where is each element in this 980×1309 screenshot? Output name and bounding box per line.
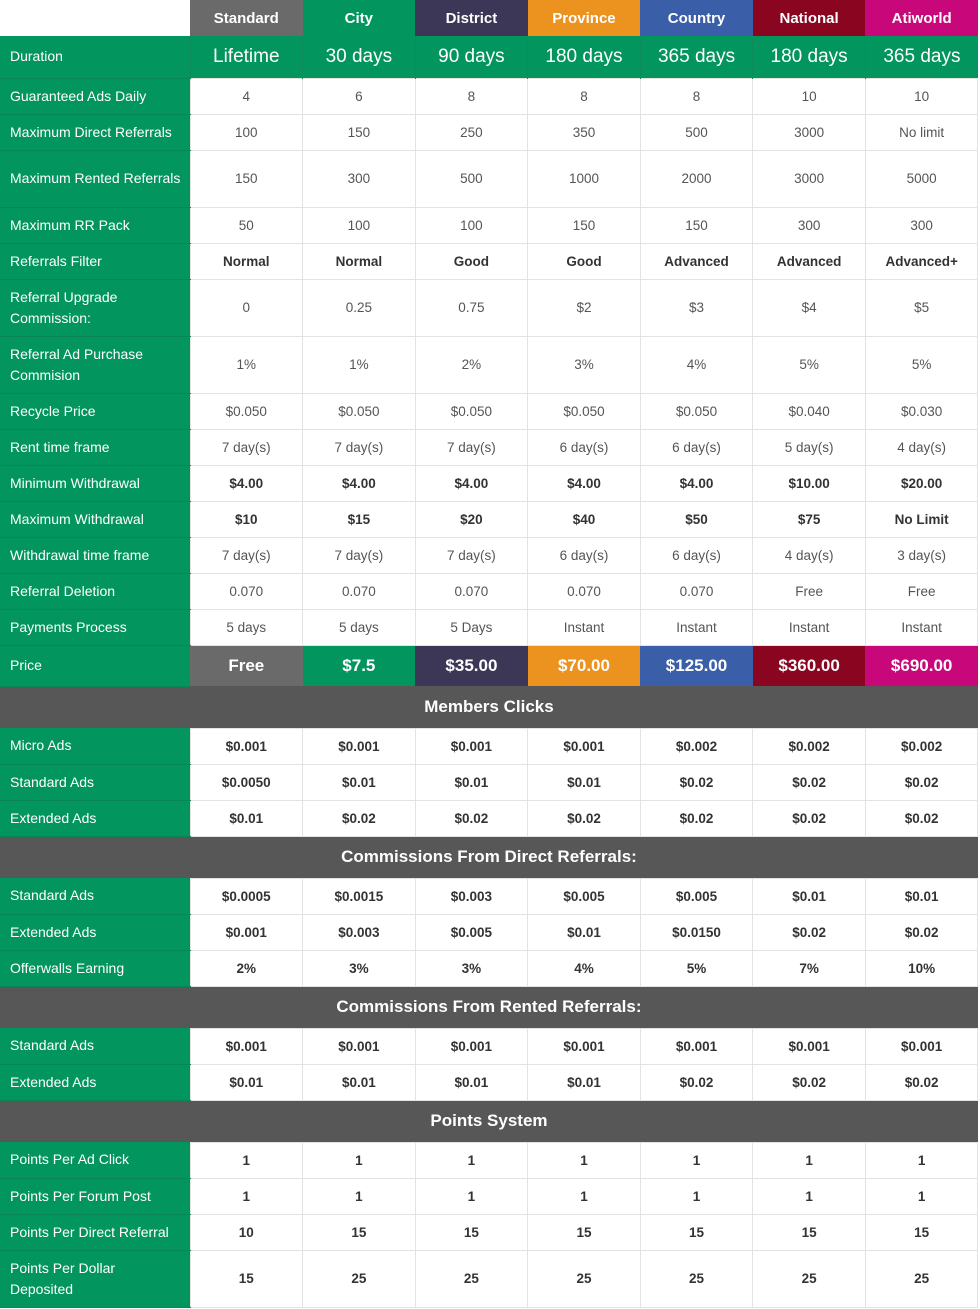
- value-cell: $0.001: [415, 728, 528, 764]
- value-cell: 10: [190, 1214, 303, 1250]
- value-cell: 5 Days: [415, 609, 528, 645]
- value-cell: 1: [528, 1178, 641, 1214]
- value-cell: $20.00: [865, 465, 978, 501]
- duration-cell: 30 days: [303, 36, 416, 78]
- row-payments-process: [0, 609, 978, 645]
- price-row: [0, 645, 978, 686]
- row-label: Recycle Price: [0, 393, 190, 429]
- value-cell: $0.01: [190, 800, 303, 836]
- row-rent-time-frame: [0, 429, 978, 465]
- section-header-row: [0, 986, 978, 1028]
- value-cell: Instant: [640, 609, 753, 645]
- row-label: Payments Process: [0, 609, 190, 645]
- row-maximum-direct-referrals: [0, 114, 978, 150]
- value-cell: 3000: [753, 114, 866, 150]
- row-points-per-ad-click: [0, 1142, 978, 1178]
- value-cell: 300: [303, 150, 416, 207]
- section-title: Commissions From Direct Referrals:: [0, 836, 978, 878]
- price-cell: $125.00: [640, 645, 753, 686]
- value-cell: $4.00: [528, 465, 641, 501]
- value-cell: Normal: [303, 243, 416, 279]
- value-cell: 1: [865, 1142, 978, 1178]
- value-cell: 1%: [303, 336, 416, 393]
- value-cell: 1: [528, 1142, 641, 1178]
- row-offerwalls-earning: [0, 950, 978, 986]
- value-cell: $0.01: [528, 764, 641, 800]
- value-cell: Advanced: [753, 243, 866, 279]
- value-cell: $0.02: [865, 914, 978, 950]
- value-cell: $5: [865, 279, 978, 336]
- value-cell: $0.005: [415, 914, 528, 950]
- value-cell: Good: [415, 243, 528, 279]
- value-cell: 1: [753, 1178, 866, 1214]
- plan-header-country: Country: [640, 0, 753, 36]
- value-cell: $50: [640, 501, 753, 537]
- row-guaranteed-ads-daily: [0, 78, 978, 114]
- value-cell: 3 day(s): [865, 537, 978, 573]
- value-cell: $0.02: [415, 800, 528, 836]
- row-label: Referrals Filter: [0, 243, 190, 279]
- value-cell: $0.001: [415, 1028, 528, 1064]
- row-referral-upgrade-commission: [0, 279, 978, 336]
- value-cell: 15: [865, 1214, 978, 1250]
- row-label: Guaranteed Ads Daily: [0, 78, 190, 114]
- value-cell: $0.001: [190, 914, 303, 950]
- value-cell: 15: [415, 1214, 528, 1250]
- duration-cell: 365 days: [640, 36, 753, 78]
- value-cell: 300: [865, 207, 978, 243]
- value-cell: 7 day(s): [415, 537, 528, 573]
- value-cell: 15: [753, 1214, 866, 1250]
- value-cell: 0.070: [415, 573, 528, 609]
- row-points-per-forum-post: [0, 1178, 978, 1214]
- value-cell: 2%: [415, 336, 528, 393]
- value-cell: 25: [415, 1250, 528, 1307]
- row-label: Standard Ads: [0, 878, 190, 914]
- value-cell: 15: [640, 1214, 753, 1250]
- row-label: Maximum RR Pack: [0, 207, 190, 243]
- value-cell: $0.02: [640, 1064, 753, 1100]
- row-maximum-withdrawal: [0, 501, 978, 537]
- row-label: Withdrawal time frame: [0, 537, 190, 573]
- value-cell: 1: [640, 1142, 753, 1178]
- value-cell: $10.00: [753, 465, 866, 501]
- value-cell: $0.001: [865, 1028, 978, 1064]
- value-cell: $10: [190, 501, 303, 537]
- value-cell: 2000: [640, 150, 753, 207]
- value-cell: $0.050: [190, 393, 303, 429]
- value-cell: 1: [415, 1142, 528, 1178]
- value-cell: $0.005: [528, 878, 641, 914]
- value-cell: 0.070: [303, 573, 416, 609]
- row-label: Maximum Rented Referrals: [0, 150, 190, 207]
- value-cell: 25: [640, 1250, 753, 1307]
- value-cell: 1: [865, 1178, 978, 1214]
- value-cell: $0.02: [753, 914, 866, 950]
- value-cell: 5%: [865, 336, 978, 393]
- price-cell: $35.00: [415, 645, 528, 686]
- value-cell: 5%: [753, 336, 866, 393]
- value-cell: 1: [190, 1178, 303, 1214]
- row-label: Maximum Withdrawal: [0, 501, 190, 537]
- value-cell: $75: [753, 501, 866, 537]
- value-cell: $0.040: [753, 393, 866, 429]
- value-cell: 3%: [528, 336, 641, 393]
- value-cell: 4%: [640, 336, 753, 393]
- value-cell: 6 day(s): [640, 537, 753, 573]
- value-cell: 1: [415, 1178, 528, 1214]
- value-cell: $0.02: [640, 764, 753, 800]
- value-cell: $0.030: [865, 393, 978, 429]
- value-cell: $4: [753, 279, 866, 336]
- section-title: Commissions From Rented Referrals:: [0, 986, 978, 1028]
- row-extended-ads: [0, 1064, 978, 1100]
- value-cell: $0.02: [753, 800, 866, 836]
- value-cell: $0.01: [865, 878, 978, 914]
- plan-header-standard: Standard: [190, 0, 303, 36]
- value-cell: Instant: [753, 609, 866, 645]
- value-cell: $0.0050: [190, 764, 303, 800]
- value-cell: 1000: [528, 150, 641, 207]
- row-standard-ads: [0, 1028, 978, 1064]
- value-cell: $4.00: [303, 465, 416, 501]
- value-cell: $0.02: [640, 800, 753, 836]
- value-cell: 25: [753, 1250, 866, 1307]
- value-cell: 1: [753, 1142, 866, 1178]
- row-referral-ad-purchase-commision: [0, 336, 978, 393]
- price-cell: $690.00: [865, 645, 978, 686]
- plan-header-district: District: [415, 0, 528, 36]
- comparison-body: [0, 36, 978, 1307]
- value-cell: 100: [415, 207, 528, 243]
- value-cell: 7%: [753, 950, 866, 986]
- value-cell: $15: [303, 501, 416, 537]
- row-micro-ads: [0, 728, 978, 764]
- value-cell: 0.070: [190, 573, 303, 609]
- row-points-per-dollar-deposited: [0, 1250, 978, 1307]
- value-cell: 4%: [528, 950, 641, 986]
- value-cell: $0.005: [640, 878, 753, 914]
- value-cell: 50: [190, 207, 303, 243]
- plan-header-atiworld: Atiworld: [865, 0, 978, 36]
- value-cell: $0.02: [303, 800, 416, 836]
- row-label: Standard Ads: [0, 1028, 190, 1064]
- value-cell: $0.02: [753, 1064, 866, 1100]
- row-extended-ads: [0, 800, 978, 836]
- value-cell: 5%: [640, 950, 753, 986]
- row-label: Duration: [0, 36, 190, 78]
- row-referral-deletion: [0, 573, 978, 609]
- row-label: Extended Ads: [0, 800, 190, 836]
- value-cell: $0.01: [528, 1064, 641, 1100]
- value-cell: 15: [190, 1250, 303, 1307]
- row-label: Maximum Direct Referrals: [0, 114, 190, 150]
- row-label: Extended Ads: [0, 914, 190, 950]
- value-cell: $0.0015: [303, 878, 416, 914]
- value-cell: 6: [303, 78, 416, 114]
- row-maximum-rr-pack: [0, 207, 978, 243]
- row-label: Minimum Withdrawal: [0, 465, 190, 501]
- price-cell: Free: [190, 645, 303, 686]
- row-label: Points Per Forum Post: [0, 1178, 190, 1214]
- value-cell: 0.25: [303, 279, 416, 336]
- value-cell: 15: [303, 1214, 416, 1250]
- row-points-per-direct-referral: [0, 1214, 978, 1250]
- value-cell: 5000: [865, 150, 978, 207]
- value-cell: Free: [865, 573, 978, 609]
- value-cell: $0.01: [190, 1064, 303, 1100]
- value-cell: $0.003: [415, 878, 528, 914]
- value-cell: 0: [190, 279, 303, 336]
- row-label: Offerwalls Earning: [0, 950, 190, 986]
- value-cell: $0.001: [303, 1028, 416, 1064]
- value-cell: $0.02: [753, 764, 866, 800]
- value-cell: Instant: [528, 609, 641, 645]
- value-cell: $0.001: [190, 1028, 303, 1064]
- value-cell: $0.02: [865, 1064, 978, 1100]
- value-cell: $0.050: [528, 393, 641, 429]
- value-cell: $3: [640, 279, 753, 336]
- value-cell: $0.01: [753, 878, 866, 914]
- value-cell: 1%: [190, 336, 303, 393]
- value-cell: $0.0150: [640, 914, 753, 950]
- value-cell: 4: [190, 78, 303, 114]
- duration-cell: 180 days: [528, 36, 641, 78]
- section-title: Points System: [0, 1100, 978, 1142]
- value-cell: Instant: [865, 609, 978, 645]
- value-cell: 3%: [415, 950, 528, 986]
- value-cell: $0.02: [865, 800, 978, 836]
- duration-cell: 90 days: [415, 36, 528, 78]
- value-cell: $4.00: [415, 465, 528, 501]
- value-cell: 350: [528, 114, 641, 150]
- value-cell: $4.00: [640, 465, 753, 501]
- row-label: Standard Ads: [0, 764, 190, 800]
- value-cell: 10: [753, 78, 866, 114]
- value-cell: 5 days: [303, 609, 416, 645]
- value-cell: Normal: [190, 243, 303, 279]
- value-cell: 150: [303, 114, 416, 150]
- value-cell: $0.01: [415, 1064, 528, 1100]
- value-cell: $0.01: [415, 764, 528, 800]
- value-cell: 15: [528, 1214, 641, 1250]
- value-cell: 500: [640, 114, 753, 150]
- value-cell: $0.050: [415, 393, 528, 429]
- value-cell: 1: [303, 1178, 416, 1214]
- row-label: Points Per Ad Click: [0, 1142, 190, 1178]
- value-cell: $4.00: [190, 465, 303, 501]
- section-header-row: [0, 1100, 978, 1142]
- value-cell: 250: [415, 114, 528, 150]
- section-header-row: [0, 686, 978, 728]
- plan-header-national: National: [753, 0, 866, 36]
- row-withdrawal-time-frame: [0, 537, 978, 573]
- duration-cell: 180 days: [753, 36, 866, 78]
- value-cell: $0.001: [753, 1028, 866, 1064]
- row-label: Extended Ads: [0, 1064, 190, 1100]
- row-label: Points Per Direct Referral: [0, 1214, 190, 1250]
- value-cell: $0.001: [303, 728, 416, 764]
- row-minimum-withdrawal: [0, 465, 978, 501]
- value-cell: 150: [190, 150, 303, 207]
- value-cell: No Limit: [865, 501, 978, 537]
- value-cell: 1: [303, 1142, 416, 1178]
- value-cell: 6 day(s): [528, 429, 641, 465]
- value-cell: 8: [415, 78, 528, 114]
- value-cell: 1: [640, 1178, 753, 1214]
- value-cell: Good: [528, 243, 641, 279]
- duration-cell: 365 days: [865, 36, 978, 78]
- row-label: Referral Upgrade Commission:: [0, 279, 190, 336]
- row-extended-ads: [0, 914, 978, 950]
- value-cell: $0.002: [640, 728, 753, 764]
- header-blank-cell: [0, 0, 190, 36]
- value-cell: 7 day(s): [303, 429, 416, 465]
- value-cell: 25: [528, 1250, 641, 1307]
- value-cell: 3%: [303, 950, 416, 986]
- section-title: Members Clicks: [0, 686, 978, 728]
- value-cell: 150: [528, 207, 641, 243]
- value-cell: 0.070: [528, 573, 641, 609]
- value-cell: 7 day(s): [415, 429, 528, 465]
- value-cell: 0.070: [640, 573, 753, 609]
- value-cell: 7 day(s): [190, 429, 303, 465]
- value-cell: Free: [753, 573, 866, 609]
- duration-row: [0, 36, 978, 78]
- row-label: Referral Ad Purchase Commision: [0, 336, 190, 393]
- row-maximum-rented-referrals: [0, 150, 978, 207]
- row-label: Points Per Dollar Deposited: [0, 1250, 190, 1307]
- value-cell: $0.01: [303, 1064, 416, 1100]
- row-standard-ads: [0, 878, 978, 914]
- value-cell: $20: [415, 501, 528, 537]
- value-cell: $0.01: [528, 914, 641, 950]
- value-cell: 5 days: [190, 609, 303, 645]
- value-cell: $2: [528, 279, 641, 336]
- value-cell: $0.002: [865, 728, 978, 764]
- row-label: Micro Ads: [0, 728, 190, 764]
- row-referrals-filter: [0, 243, 978, 279]
- value-cell: $0.001: [528, 728, 641, 764]
- value-cell: Advanced: [640, 243, 753, 279]
- row-label: Price: [0, 645, 190, 686]
- value-cell: No limit: [865, 114, 978, 150]
- row-standard-ads: [0, 764, 978, 800]
- plan-header-city: City: [303, 0, 416, 36]
- value-cell: 25: [865, 1250, 978, 1307]
- value-cell: 5 day(s): [753, 429, 866, 465]
- value-cell: 100: [190, 114, 303, 150]
- value-cell: 10%: [865, 950, 978, 986]
- value-cell: 100: [303, 207, 416, 243]
- value-cell: 6 day(s): [528, 537, 641, 573]
- value-cell: 6 day(s): [640, 429, 753, 465]
- row-label: Rent time frame: [0, 429, 190, 465]
- value-cell: $0.0005: [190, 878, 303, 914]
- value-cell: $0.050: [303, 393, 416, 429]
- price-cell: $70.00: [528, 645, 641, 686]
- value-cell: 7 day(s): [190, 537, 303, 573]
- duration-cell: Lifetime: [190, 36, 303, 78]
- value-cell: $0.01: [303, 764, 416, 800]
- value-cell: 500: [415, 150, 528, 207]
- row-recycle-price: [0, 393, 978, 429]
- value-cell: $0.001: [640, 1028, 753, 1064]
- value-cell: 10: [865, 78, 978, 114]
- value-cell: 25: [303, 1250, 416, 1307]
- value-cell: $0.02: [865, 764, 978, 800]
- value-cell: 7 day(s): [303, 537, 416, 573]
- value-cell: $0.001: [190, 728, 303, 764]
- value-cell: $0.001: [528, 1028, 641, 1064]
- plan-header-row: [0, 0, 978, 36]
- value-cell: $0.050: [640, 393, 753, 429]
- value-cell: 3000: [753, 150, 866, 207]
- value-cell: $40: [528, 501, 641, 537]
- price-cell: $360.00: [753, 645, 866, 686]
- value-cell: 1: [190, 1142, 303, 1178]
- value-cell: 4 day(s): [865, 429, 978, 465]
- section-header-row: [0, 836, 978, 878]
- value-cell: $0.003: [303, 914, 416, 950]
- value-cell: 2%: [190, 950, 303, 986]
- value-cell: Advanced+: [865, 243, 978, 279]
- value-cell: $0.002: [753, 728, 866, 764]
- plan-header-province: Province: [528, 0, 641, 36]
- value-cell: 0.75: [415, 279, 528, 336]
- price-cell: $7.5: [303, 645, 416, 686]
- row-label: Referral Deletion: [0, 573, 190, 609]
- value-cell: 300: [753, 207, 866, 243]
- value-cell: 4 day(s): [753, 537, 866, 573]
- value-cell: $0.02: [528, 800, 641, 836]
- value-cell: 8: [528, 78, 641, 114]
- value-cell: 8: [640, 78, 753, 114]
- value-cell: 150: [640, 207, 753, 243]
